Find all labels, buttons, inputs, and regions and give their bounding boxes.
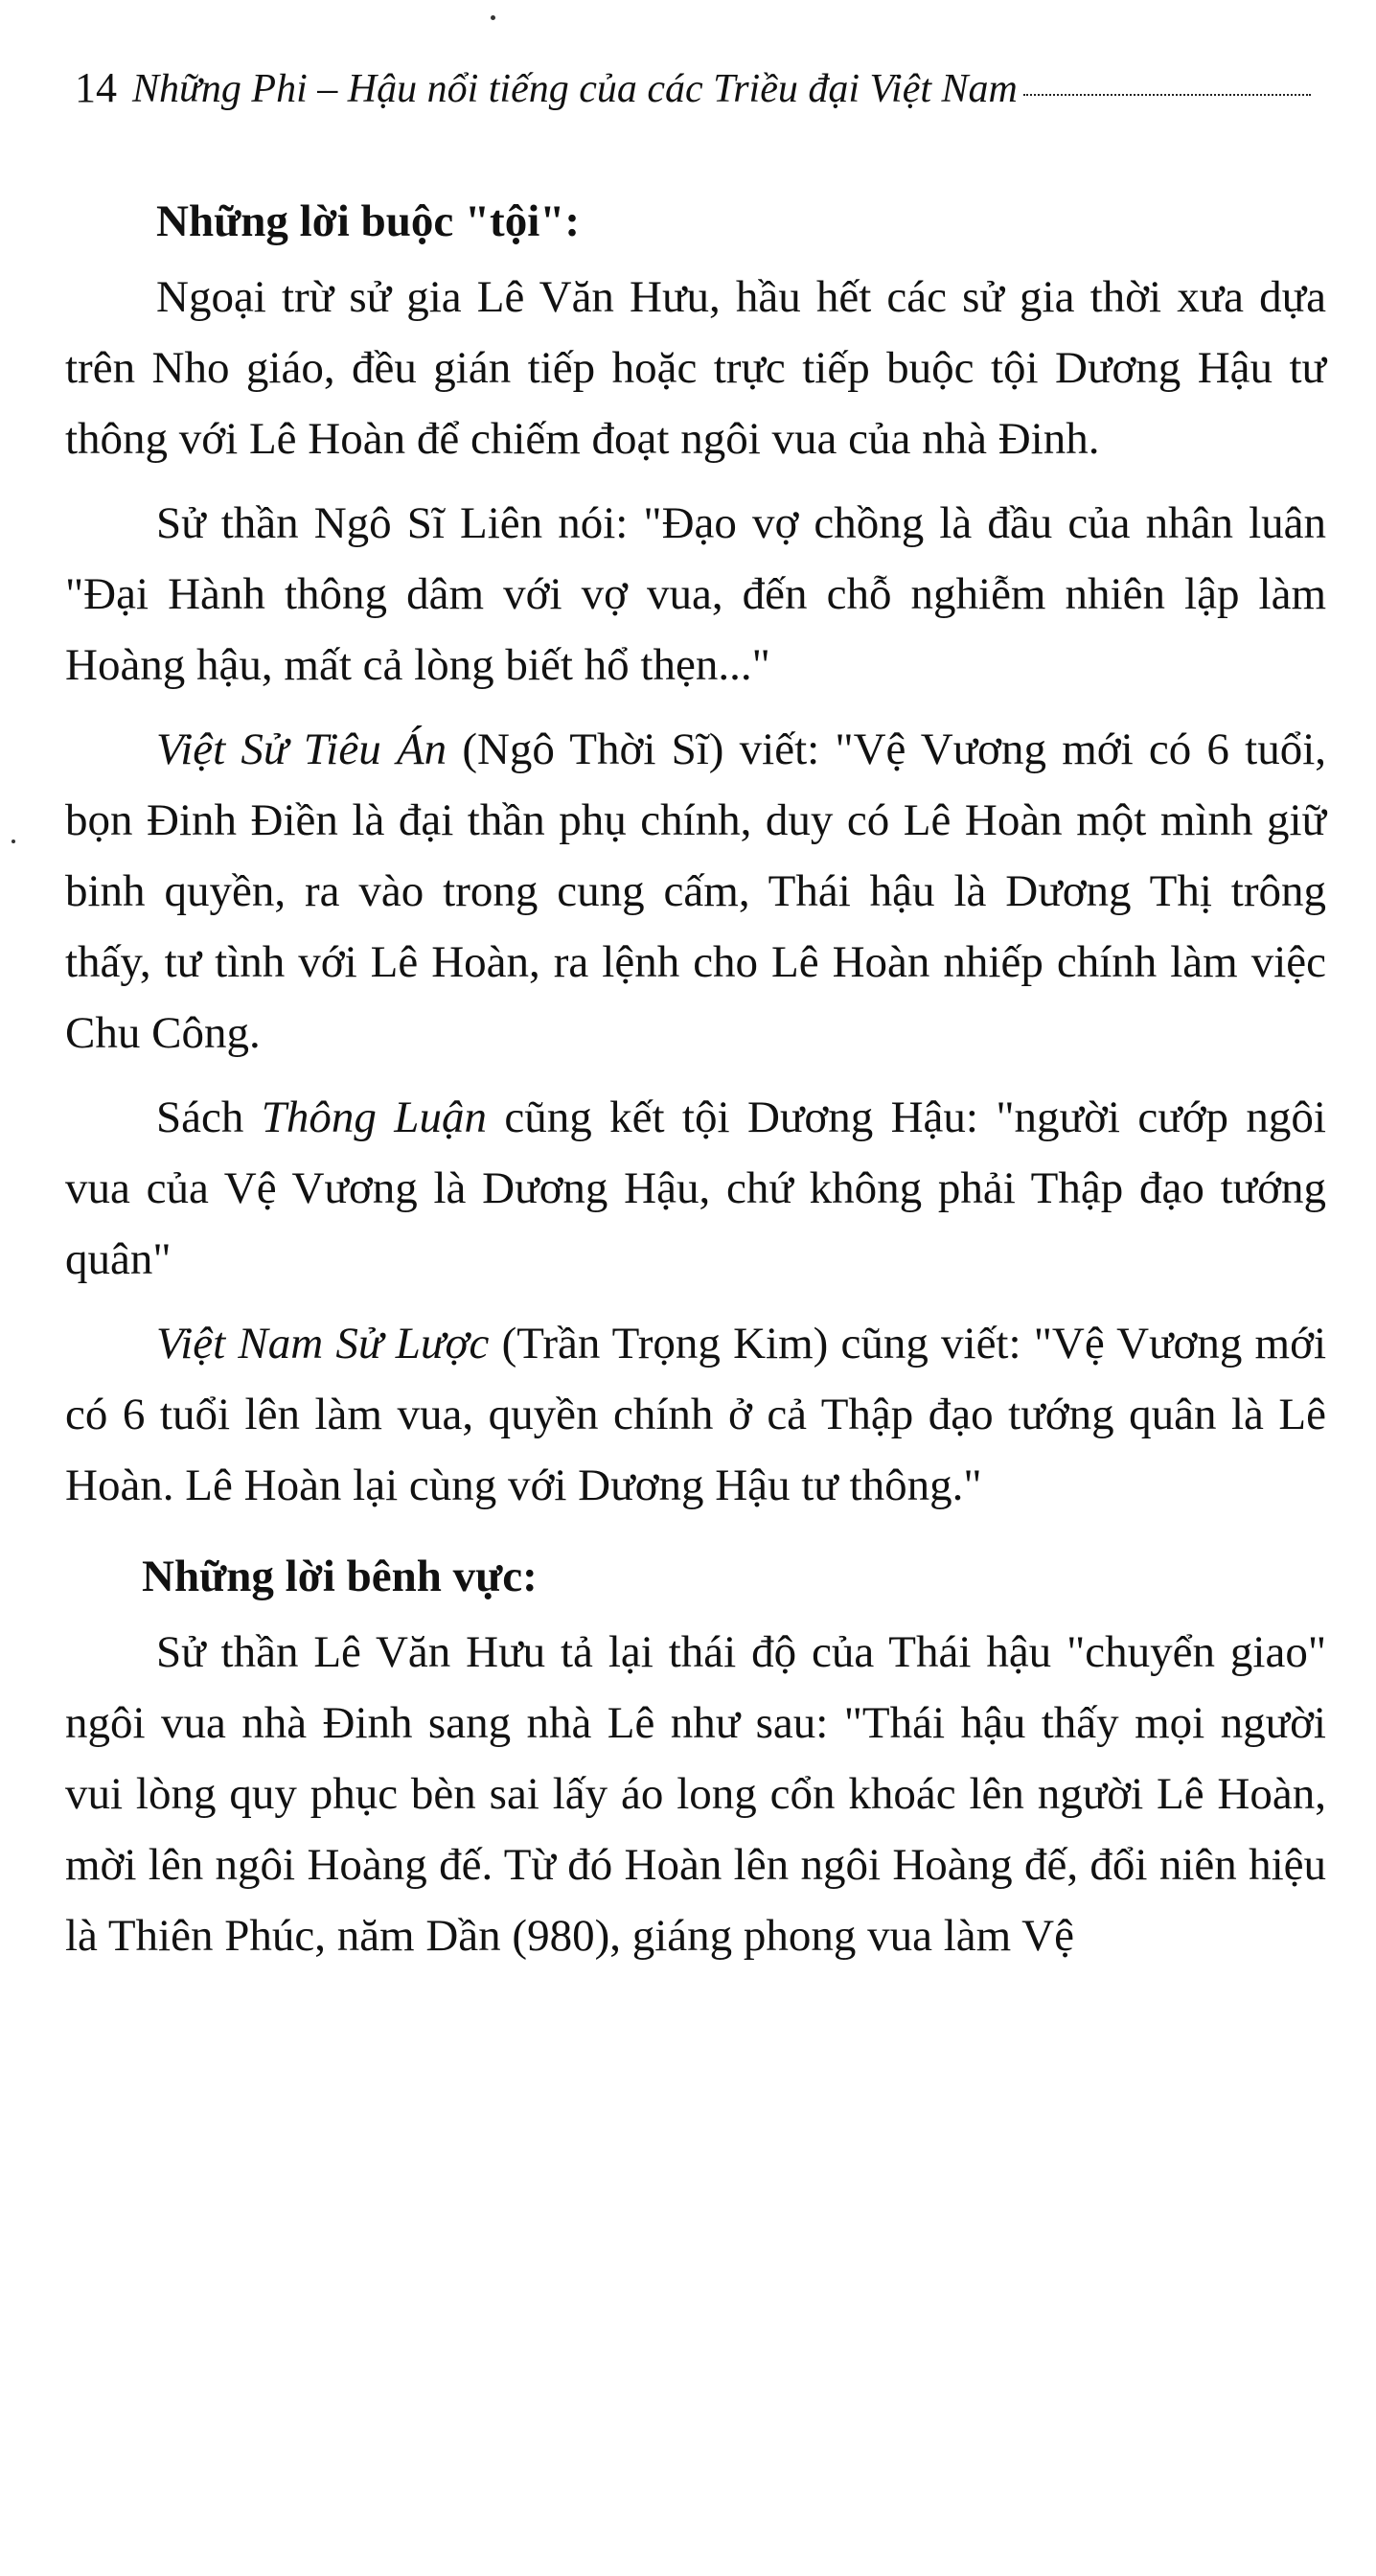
page-number: 14 [75,64,117,111]
scan-speck [491,15,495,20]
paragraph: Ngoại trừ sử gia Lê Văn Hưu, hầu hết các sử gia thời xưa dựa trên Nho giáo, đều gián tiếp hoặc trực tiếp buộc tội Dương Hậu tư thông với Lê Hoàn để chiếm đoạt ngôi vua của nhà Đinh. [65,272,1326,464]
paragraph [65,714,1326,1069]
book-title-italic: Thông Luận [261,1092,487,1142]
running-header [75,63,1311,130]
dotted-leader [1023,94,1311,96]
book-title-italic: Việt Sử Tiêu Án [156,724,447,774]
text-body [65,187,1326,1985]
paragraph-text: (Ngô Thời Sĩ) viết: "Vệ Vương mới có 6 tuổi, bọn Đinh Điền là đại thần phụ chính, duy có Lê Hoàn một mình giữ binh quyền, ra vào trong cung cấm, Thái hậu là Dương Thị trông thấy, tư tình với Lê Hoàn, ra lệnh cho Lê Hoàn nhiếp chính làm việc Chu Công. [65,724,1326,1058]
section-heading-defenses: Những lời bênh vực: [142,1552,538,1601]
paragraph-text: (Trần Trọng Kim) cũng viết: "Vệ Vương mới có 6 tuổi lên làm vua, quyền chính ở cả Thập đạo tướng quân là Lê Hoàn. Lê Hoàn lại cùng với Dương Hậu tư thông." [65,1319,1326,1510]
section-heading-accusations: Những lời buộc "tội": [156,196,581,246]
scan-speck [11,840,15,843]
book-title-italic: Việt Nam Sử Lược [156,1319,490,1368]
book-title: Những Phi – Hậu nổi tiếng của các Triều đại Việt Nam [132,67,1018,111]
paragraph-text: cũng kết tội Dương Hậu: "người cướp ngôi vua của Vệ Vương là Dương Hậu, chứ không phải Thập đạo tướng quân" [65,1092,1326,1284]
paragraph-text: Sách [156,1092,262,1142]
paragraph [65,1308,1326,1521]
paragraph: Sử thần Ngô Sĩ Liên nói: "Đạo vợ chồng là đầu của nhân luân "Đại Hành thông dâm với vợ vua, đến chỗ nghiễm nhiên lập làm Hoàng hậu, mất cả lòng biết hổ thẹn..." [65,498,1326,690]
paragraph: Sử thần Lê Văn Hưu tả lại thái độ của Thái hậu "chuyển giao" ngôi vua nhà Đinh sang nhà Lê như sau: "Thái hậu thấy mọi người vui lòng quy phục bèn sai lấy áo long cổn khoác lên người Lê Hoàn, mời lên ngôi Hoàng đế. Từ đó Hoàn lên ngôi Hoàng đế, đổi niên hiệu là Thiên Phúc, năm Dần (980), giáng phong vua làm Vệ [65,1627,1326,1961]
paragraph [65,1082,1326,1295]
